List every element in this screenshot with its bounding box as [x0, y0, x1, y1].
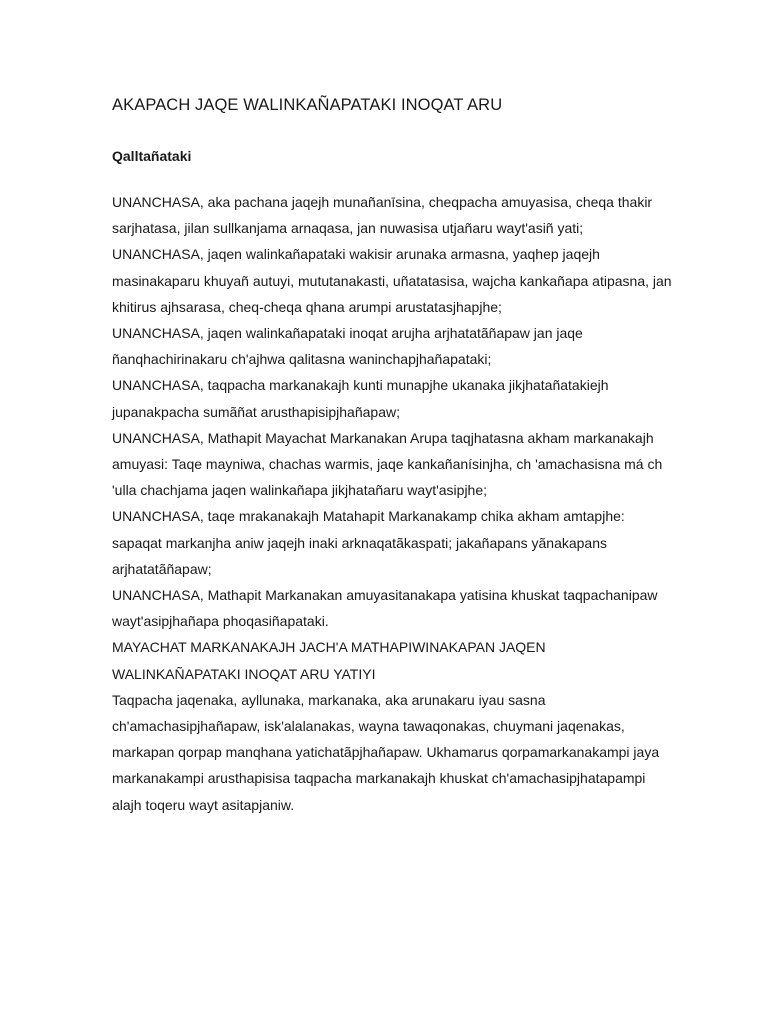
- paragraph: UNANCHASA, Mathapit Markanakan amuyasitanakapa yatisina khuskat taqpachanipaw wayt'asipjhañapa phoqasiñapataki.: [112, 587, 658, 630]
- paragraph: Taqpacha jaqenaka, ayllunaka, markanaka, aka arunakaru iyau sasna ch'amachasipjhañapaw, isk'alalanakas, wayna tawaqonakas, chuymani jaqenakas, markapan qorpap manqhana yatichatãpjhañapaw. Ukhamarus qorpamarkanakampi jaya markanakampi arusthapisisa taqpacha markanakajh khuskat ch'amachasipjhatapampi alajh toqeru wayt asitapjaniw.: [112, 691, 660, 813]
- paragraph: UNANCHASA, Mathapit Mayachat Markanakan Arupa taqjhatasna akham markanakajh amuyasi: Taqe mayniwa, chachas warmis, jaqe kankañanísinjha, ch 'amachasisna má ch 'ulla chachjama jaqen walinkañapa jikjhatañaru wayt'asipjhe;: [112, 429, 663, 499]
- section-subheading: MAYACHAT MARKANAKAJH JACH'A MATHAPIWINAKAPAN JAQEN WALINKAÑAPATAKI INOQAT ARU YATIYI: [112, 639, 546, 682]
- document-body: [112, 189, 672, 818]
- paragraph: UNANCHASA, taqpacha markanakajh kunti munapjhe ukanaka jikjhatañatakiejh jupanakpacha sumãñat arusthapisipjhañapaw;: [112, 377, 609, 420]
- paragraph: UNANCHASA, aka pachana jaqejh munañanīsina, cheqpacha amuyasisa, cheqa thakir sarjhatasa, jilan sullkanjama arnaqasa, jan nuwasisa utjañaru wayt'asiñ yati;: [112, 194, 653, 237]
- section-heading: Qalltañataki: [112, 148, 192, 164]
- document-title: AKAPACH JAQE WALINKAÑAPATAKI INOQAT ARU: [112, 96, 503, 114]
- paragraph: UNANCHASA, taqe mrakanakajh Matahapit Markanakamp chika akham amtapjhe: sapaqat markanjha aniw jaqejh inaki arknaqatãkaspati; jakañapans yãnakapans arjhatatãñapaw;: [112, 508, 625, 577]
- paragraph: UNANCHASA, jaqen walinkañapataki inoqat arujha arjhatatãñapaw jan jaqe ñanqhachirinakaru ch'ajhwa qalitasna waninchapjhañapataki;: [112, 325, 583, 368]
- paragraph: UNANCHASA, jaqen walinkañapataki wakisir arunaka armasna, yaqhep jaqejh masinakaparu khuyañ autuyi, mututanakasti, uñatatasisa, wajcha kankañapa atipasna, jan khitirus ajhsarasa, cheq-cheqa qhana arumpi arustatasjhapjhe;: [112, 246, 672, 315]
- document-page: [112, 94, 672, 818]
